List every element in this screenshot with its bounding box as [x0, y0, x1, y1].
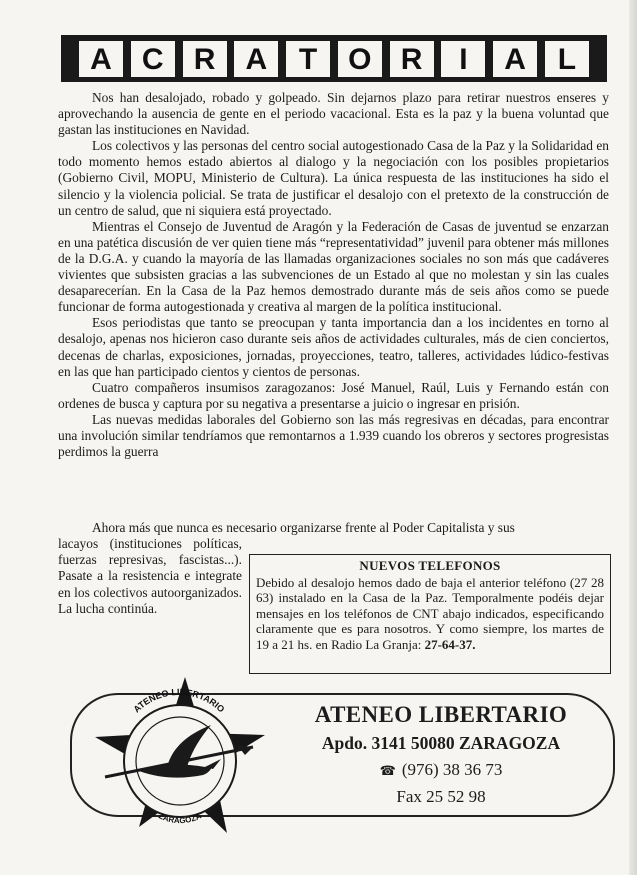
banner-letter: O: [338, 41, 382, 77]
banner-letter: R: [390, 41, 434, 77]
ateneo-logo: [87, 675, 273, 835]
article-body: [58, 90, 609, 460]
notice-body: Debido al desalojo hemos dado de baja el anterior teléfono (27 28 63) instalado en la Casa de la Paz. Temporalmente podéis dejar mensajes en los teléfonos de CNT abajo indicados, especificando claramente que es para nosotros. Y como siempre, los martes de 19 a 21 hs. en Radio La Granja:: [256, 574, 604, 652]
article-paragraph: Las nuevas medidas laborales del Gobierno son las más regresivas en décadas, para encontrar una involución similar tendríamos que remontarnos a 1.939 cuando los obreros y sectores progresistas perdimos la guerra: [58, 411, 609, 460]
new-phones-notice: [249, 554, 611, 674]
logo-arc-bottom: ZARAGOZA: [157, 811, 203, 826]
banner-letter: L: [545, 41, 589, 77]
article-paragraph: Los colectivos y las personas del centro social autogestionado Casa de la Paz y la Solidaridad en todo momento hemos estado abiertos al dialogo y la negociación con los posibles propietarios (Gobierno Civil, MOPU, Ministerio de Cultura). La única respuesta de las instituciones ha sido el silencio y la violencia policial. Se trata de justificar el desalojo con el pretexto de la construcción de un centro de salud, que ni siquiera está proyectado.: [58, 138, 609, 218]
banner-letter: I: [441, 41, 485, 77]
banner-title: [79, 39, 589, 79]
logo-arc-top: ATENEO LIBERTARIO: [131, 686, 227, 715]
radio-number: 27-64-37.: [424, 636, 476, 652]
closing-continuation: lacayos (instituciones políticas, fuerzas represivas, fascistas...). Pasate a la resistencia e integrate en los colectivos autoorganizados. La lucha continúa.: [58, 536, 242, 616]
article-paragraph: Cuatro compañeros insumisos zaragozanos: José Manuel, Raúl, Luis y Fernando están con ordenes de busca y captura por su negativa a presentarse a juicio o ingresar en prisión.: [58, 379, 609, 411]
notice-text: [256, 575, 604, 653]
banner-letter: A: [79, 41, 123, 77]
banner-letter: A: [493, 41, 537, 77]
banner-letter: A: [234, 41, 278, 77]
phone-number: (976) 38 36 73: [401, 760, 503, 779]
telephone-icon: ☎: [379, 763, 396, 778]
article-paragraph: Esos periodistas que tanto se preocupan y tanta importancia dan a los incidentes en torno al desalojo, apenas nos hicieron caso durante seis años de actividades culturales, más de cien conciertos, decenas de charlas, exposiciones, jornadas, proyecciones, teatro, talleres, actividades lúdico-festivas en las que han participado cientos y cientos de personas.: [58, 315, 609, 379]
acratorial-banner: [61, 35, 607, 82]
fax-number: Fax 25 52 98: [396, 787, 486, 806]
banner-letter: T: [286, 41, 330, 77]
article-paragraph: Mientras el Consejo de Juventud de Aragón y la Federación de Casas de juventud se enzarzan en una patética discusión de ver quien tiene más “representatividad” juvenil para obtener más millones de la D.G.A. y cuando la mayoría de las llamadas organizaciones sociales no son más que cadáveres vivientes que subsisten gracias a las subvenciones de un Estado al que no molestan y sin las cuales desaparecerían. En la Casa de la Paz hemos demostrado durante más de seis años como se puede funcionar de forma autogestionada y creativa al margen de la política institucional.: [58, 218, 609, 315]
notice-title: NUEVOS TELEFONOS: [359, 558, 501, 573]
banner-letter: C: [131, 41, 175, 77]
postal-address: Apdo. 3141 50080 ZARAGOZA: [321, 733, 561, 753]
phone-line: [296, 760, 586, 780]
ateneo-title: ATENEO LIBERTARIO: [314, 702, 568, 727]
page-edge: [629, 0, 637, 875]
article-paragraph: Nos han desalojado, robado y golpeado. Sin dejarnos plazo para retirar nuestros enseres y aprovechando la ausencia de gente en el periodo vacacional. Esta es la paz y la buena voluntad que gastan las instituciones en Navidad.: [58, 90, 609, 138]
banner-letter: R: [183, 41, 227, 77]
closing-line: Ahora más que nunca es necesario organizarse frente al Poder Capitalista y sus: [92, 520, 515, 535]
